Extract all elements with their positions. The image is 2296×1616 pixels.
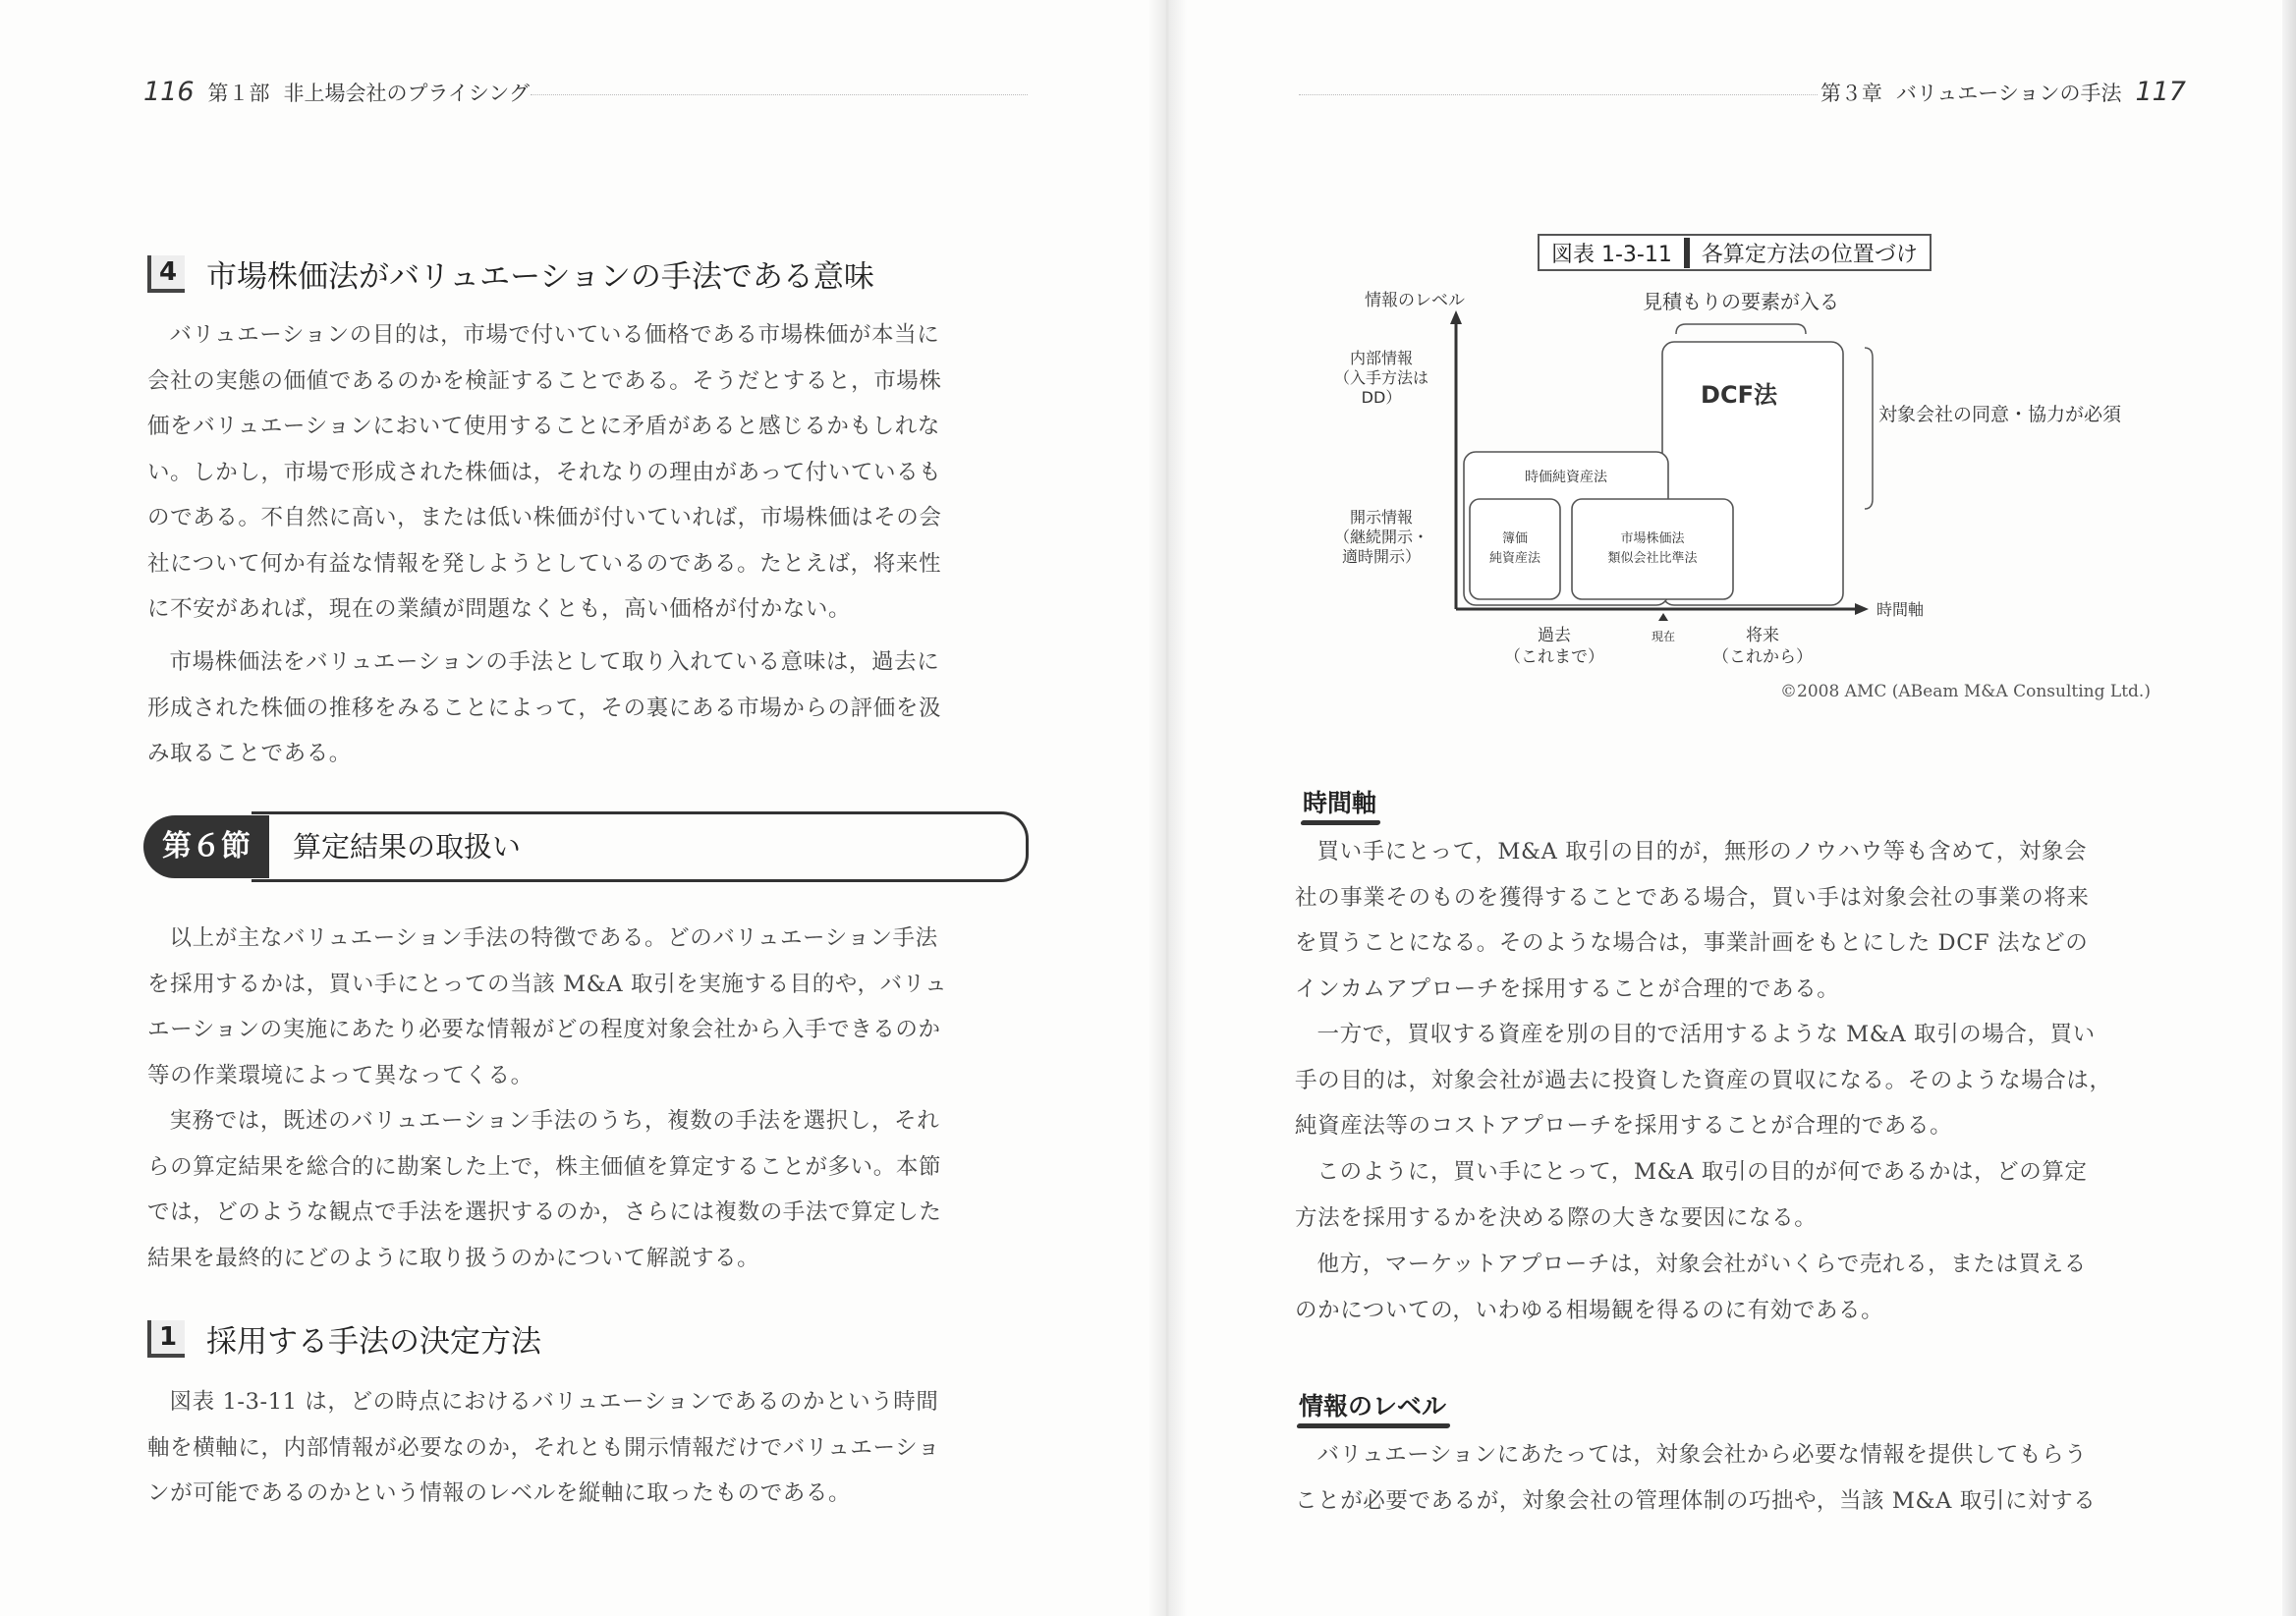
figure-title: [1538, 234, 1932, 271]
y-axis-label: 情報のレベル: [1365, 291, 1465, 310]
right-page-number: 117: [2135, 77, 2186, 107]
part-title: 非上場会社のプライシング: [283, 82, 530, 105]
figure-number: 図表 1-3-11: [1540, 238, 1690, 268]
left-para-2: [147, 640, 1028, 777]
text-line: 市場株価法をバリュエーションの手法として取り入れている意味は，過去に: [169, 649, 940, 675]
text-line: 形成された株価の推移をみることによって，その裏にある市場からの評価を汲: [147, 695, 942, 721]
text-line: 方法を採用するかを決める際の大きな要因になる。: [1295, 1204, 1818, 1231]
text-line: バリュエーションの目的は，市場で付いている価格である市場株価が本当に: [169, 322, 940, 348]
left-para-1: [147, 312, 1028, 633]
text-line: このように，買い手にとって，M&A 取引の目的が何であるかは，どの算定: [1316, 1159, 2088, 1185]
x-axis-arrow: [1855, 603, 1869, 615]
book-value-label: 簿価: [1501, 531, 1529, 546]
now-marker-icon: [1658, 613, 1668, 621]
right-header-rule: [1299, 94, 1818, 95]
text-line: 以上が主なバリュエーション手法の特徴である。どのバリュエーション手法: [169, 925, 938, 951]
left-header-rule: [531, 94, 1028, 95]
text-line: 買い手にとって，M&A 取引の目的が，無形のノウハウ等も含めて，対象会: [1316, 839, 2088, 864]
text-line: 価をバリュエーションにおいて使用することに矛盾があると感じるかもしれな: [147, 414, 940, 439]
text-line: 社について何か有益な情報を発しようとしているのである。たとえば，将来性: [147, 550, 942, 577]
y-axis-arrow: [1450, 310, 1462, 324]
internal-info-label: 内部情報: [1349, 349, 1414, 367]
part-label: 第１部: [207, 82, 270, 105]
disclosed-info-sub: 適時開示）: [1341, 547, 1422, 566]
x-axis-label: 時間軸: [1876, 600, 1925, 619]
text-line: ことが必要であるが，対象会社の管理体制の巧拙や，当該 M&A 取引に対する: [1295, 1487, 2097, 1514]
text-line: 図表 1-3-11 は，どの時点におけるバリュエーションであるのかという時間: [169, 1389, 939, 1415]
past-sub: （これまで）: [1504, 647, 1604, 667]
left-running-header: [143, 77, 530, 107]
text-line: 会社の実態の価値であるのかを検証することである。そうだとすると，市場株: [147, 367, 942, 394]
heading-4: [147, 251, 874, 296]
left-para-4: [147, 1098, 1028, 1281]
text-line: 社の事業そのものを獲得することである場合，買い手は対象会社の事業の将来: [1295, 884, 2090, 911]
section-6-banner: [143, 811, 1028, 882]
right-running-header: [1820, 77, 2186, 107]
heading-number-box: 4: [147, 255, 185, 293]
text-line: 一方で，買収する資産を別の目的で活用するような M&A 取引の場合，買い: [1316, 1022, 2096, 1047]
text-line: 手の目的は，対象会社が過去に投資した資産の買収になる。そのような場合は，: [1295, 1067, 2112, 1093]
disclosed-info-label: 開示情報: [1349, 508, 1414, 527]
section-title: 算定結果の取扱い: [293, 830, 522, 864]
market-price-label: 市場株価法: [1620, 531, 1685, 546]
text-line: インカムアプローチを採用することが合理的である。: [1295, 975, 1840, 1002]
heading-text: 市場株価法がバリュエーションの手法である意味: [206, 259, 874, 295]
text-line: に不安があれば，現在の業績が問題なくとも，高い価格が付かない。: [147, 596, 852, 622]
text-line: ンが可能であるのかという情報のレベルを縦軸に取ったものである。: [147, 1480, 852, 1506]
right-para-1: [1295, 829, 2179, 1012]
right-para-2: [1295, 1012, 2179, 1149]
left-para-3: [147, 916, 1028, 1098]
chapter-label: 第３章: [1820, 82, 1882, 105]
text-line: らの算定結果を総合的に勘案した上で，株主価値を算定することが多い。本節: [147, 1153, 942, 1180]
text-line: 実務では，既述のバリュエーション手法のうち，複数の手法を選択し，それ: [169, 1108, 940, 1134]
heading-text: 採用する手法の決定方法: [206, 1324, 541, 1360]
past-label: 過去: [1538, 626, 1571, 645]
dcf-label: DCF法: [1701, 381, 1777, 409]
internal-info-sub: DD）: [1361, 388, 1402, 407]
page-edge: [2282, 0, 2296, 1616]
text-line: 他方，マーケットアプローチは，対象会社がいくらで売れる，または買える: [1316, 1252, 2087, 1277]
text-line: を採用するかは，買い手にとっての当該 M&A 取引を実施する目的や，バリュ: [147, 971, 948, 997]
internal-info-sub: （入手方法は: [1333, 368, 1429, 387]
now-label: 現在: [1651, 630, 1676, 643]
text-line: のである。不自然に高い，または低い株価が付いていれば，市場株価はその会: [147, 505, 942, 530]
consent-bracket: [1865, 348, 1873, 509]
text-line: エーションの実施にあたり必要な情報がどの程度対象会社から入手できるのか: [147, 1017, 941, 1042]
book-value-box: [1470, 499, 1560, 599]
market-price-box: [1572, 499, 1733, 599]
text-line: 結果を最終的にどのように取り扱うのかについて解説する。: [147, 1245, 760, 1271]
book-value-label-2: 純資産法: [1488, 551, 1541, 566]
text-line: のかについての，いわゆる相場観を得るのに有効である。: [1295, 1297, 1884, 1323]
disclosed-info-sub: （継続開示・: [1333, 528, 1429, 546]
estimate-note: 見積もりの要素が入る: [1643, 290, 1839, 313]
subheading-time-axis: 時間軸: [1303, 784, 1376, 819]
text-line: 純資産法等のコストアプローチを採用することが合理的である。: [1295, 1113, 1953, 1139]
figure-credit: ©2008 AMC (ABeam M&A Consulting Ltd.): [1780, 682, 2151, 701]
valuation-method-diagram: [1307, 275, 2171, 678]
text-line: い。しかし，市場で形成された株価は，それなりの理由があって付いているも: [147, 459, 942, 485]
text-line: バリュエーションにあたっては，対象会社から必要な情報を提供してもらう: [1316, 1442, 2088, 1468]
left-page-number: 116: [143, 77, 195, 107]
estimate-bracket: [1676, 324, 1806, 334]
text-line: み取ることである。: [147, 741, 352, 766]
subheading-info-level: 情報のレベル: [1299, 1387, 1446, 1422]
heading-number-box: 1: [147, 1320, 185, 1358]
section-number-tab: 第６節: [143, 815, 269, 878]
future-sub: （これから）: [1712, 647, 1813, 667]
page-gutter: [1148, 0, 1187, 1616]
figure-caption: 各算定方法の位置づけ: [1701, 242, 1918, 267]
consent-note: 対象会社の同意・協力が必須: [1878, 404, 2122, 425]
future-label: 将来: [1746, 626, 1779, 645]
text-line: 軸を横軸に，内部情報が必要なのか，それとも開示情報だけでバリュエーショ: [147, 1434, 940, 1461]
right-para-3: [1295, 1149, 2179, 1241]
text-line: を買うことになる。そのような場合は，事業計画をもとにした DCF 法などの: [1295, 930, 2089, 956]
right-para-5: [1295, 1432, 2179, 1524]
text-line: 等の作業環境によって異なってくる。: [147, 1062, 533, 1088]
left-para-5: [147, 1379, 1028, 1517]
text-line: では，どのような観点で手法を選択するのか，さらには複数の手法で算定した: [147, 1199, 942, 1225]
heading-1: [147, 1316, 541, 1361]
chapter-title: バリュエーションの手法: [1895, 82, 2122, 105]
right-para-4: [1295, 1242, 2179, 1333]
comparable-company-label: 類似会社比準法: [1607, 551, 1698, 566]
market-value-net-assets-label: 時価純資産法: [1525, 470, 1607, 485]
